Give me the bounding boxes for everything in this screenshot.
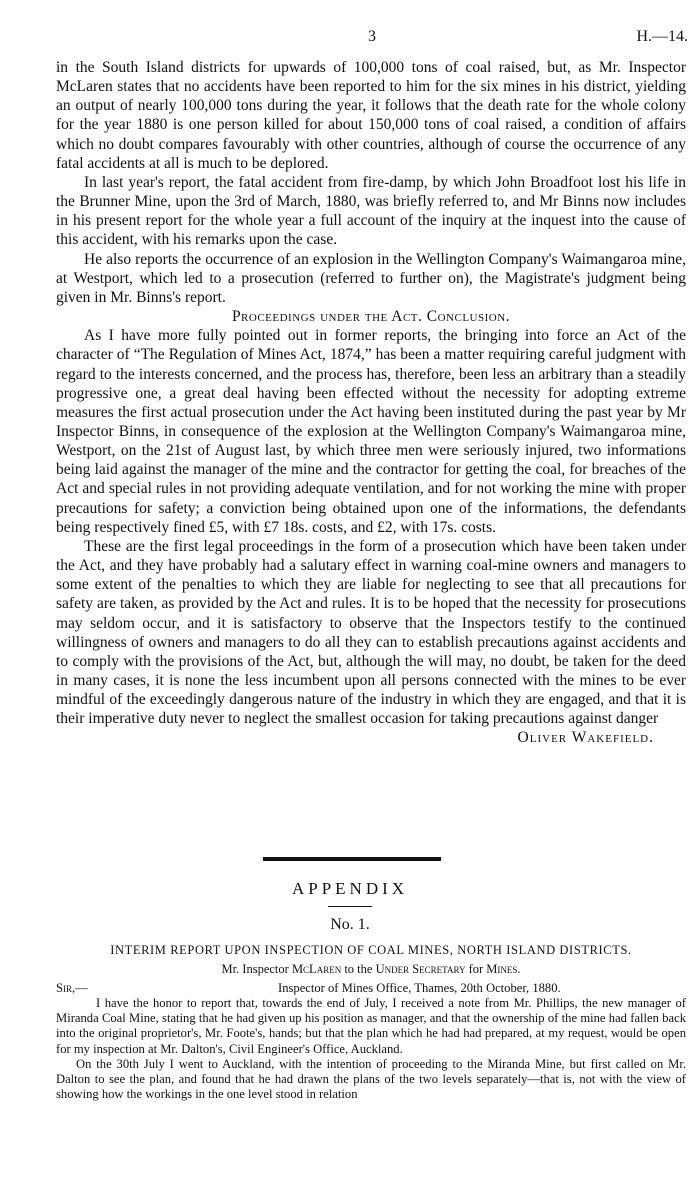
report-addressing xyxy=(56,962,686,977)
section-rule xyxy=(263,857,441,861)
paragraph-4: As I have more fully pointed out in former reports, the bringing into force an Act of the character of “The Regulation of Mines Act, 1874,” has been a matter requiring careful judgment with regard to the interests concerned, and the process has, therefore, been less an arbitrary than a steadily progressive one, a great deal having been effected without the necessity for adopting extreme measures the first actual prosecution under the Act having been instituted during the past year by Mr Inspector Binns, in consequence of the explosion at the Wellington Company's Waimangaroa mine, Westport, on the 21st of August last, by which three men were seriously injured, two informations being laid against the manager of the mine and the contractor for getting the coal, for breaches of the Act and special rules in not providing adequate ventilation, and for not working the mine with proper precautions for safety; a conviction being obtained upon one of the informations, the defendants being respectively fined £5, with £7 18s. costs, and £2, with 17s. costs. xyxy=(56,327,686,536)
paragraph-5: These are the first legal proceedings in the form of a prosecution which have been taken under the Act, and they have probably had a salutary effect in warning coal-mine owners and managers to some extent of the penalties to which they are liable for neglecting to see that all precautions for safety are taken, as provided by the Act and rules. It is to be hoped that the necessity for prosecutions may seldom occur, and it is satisfactory to observe that the Inspectors testify to the continued willingness of owners and managers to do all they can to establish precautions against accidents and to comply with the provisions of the Act, but, although the will may, no doubt, be taken for the deed in many cases, it is none the less incumbent upon all persons connected with the mines to be ever mindful of the exceedingly dangerous nature of the industry in which they are engaged, and that it is their imperative duty never to neglect the smallest occasion for taking precautions against danger xyxy=(56,537,686,728)
letter-paragraph-2: On the 30th July I went to Auckland, with the intention of proceeding to the Miranda Mine, but first called on Mr. Dalton to see the plan, and found that he had drawn the plans of the two levels separately—that is, not with the view of showing how the workings in the one level stood in relation xyxy=(56,1056,686,1102)
main-body xyxy=(56,58,686,748)
paragraph-2: In last year's report, the fatal accident from fire-damp, by which John Broadfoot lost his life in the Brunner Mine, upon the 3rd of March, 1880, was briefly referred to, and Mr Binns now includes in his present report for the whole year a full account of the inquiry at the inquest into the cause of this accident, with his remarks upon the case. xyxy=(56,173,686,249)
report-reference: H.—14. xyxy=(636,28,688,45)
letter-body xyxy=(56,981,686,1102)
salutation-line xyxy=(56,981,686,996)
from-name: McLaren xyxy=(291,962,342,976)
appendix-rule xyxy=(328,906,372,907)
letter-address: Inspector of Mines Office, Thames, 20th October, 1880. xyxy=(278,981,561,995)
letter-paragraph-1: I have the honor to report that, towards the end of July, I received a note from Mr. Phillips, the new manager of Miranda Coal Mine, stating that he had given up his position as manager, and that the ownership of the mine had fallen back into the original proprietor's, Mr. Foote's, hands; but that the plan which he had had prepared, at my request, would be open for my inspection at Mr. Dalton's, Civil Engineer's Office, Auckland. xyxy=(56,996,686,1056)
page-number: 3 xyxy=(368,28,376,45)
section-heading: Proceedings under the Act. Conclusion. xyxy=(231,308,511,326)
appendix-title: APPENDIX xyxy=(291,879,409,898)
paragraph-1: in the South Island districts for upwards of 100,000 tons of coal raised, but, as Mr. Inspector McLaren states that no accidents have been reported to him for the six mines in his district, yielding an output of nearly 100,000 tons during the year, it follows that the death rate for the whole colony for the year 1880 is one person killed for about 150,000 tons of coal raised, a condition of affairs which no doubt compares favourably with other countries, although of course the occurrence of any fatal accidents at all is much to be deplored. xyxy=(56,59,686,172)
to-dept: Mines. xyxy=(486,962,521,976)
from-prefix: Mr. Inspector xyxy=(221,962,289,976)
signature: Oliver Wakefield. xyxy=(517,729,654,747)
to-title: Under Secretary xyxy=(375,962,466,976)
salutation: Sir,— xyxy=(56,981,88,995)
report-subject: INTERIM REPORT UPON INSPECTION OF COAL MINES, NORTH ISLAND DISTRICTS. xyxy=(110,943,632,957)
for-word: for xyxy=(468,962,484,976)
to-prefix: to the xyxy=(344,962,373,976)
paragraph-3: He also reports the occurrence of an explosion in the Wellington Company's Waimangaroa mine, at Westport, which led to a prosecution (referred to further on), the Magistrate's judgment being given in Mr. Binns's report. xyxy=(56,250,686,306)
page-header xyxy=(56,28,688,48)
appendix-number: No. 1. xyxy=(330,916,370,933)
